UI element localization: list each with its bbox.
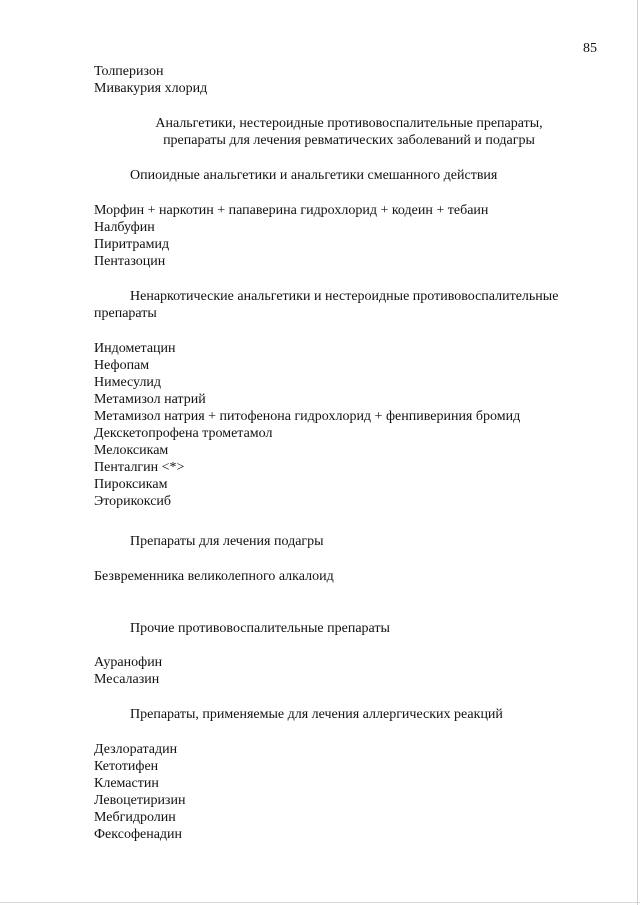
section-heading-line: Препараты для лечения подагры [130, 534, 324, 549]
section-heading-line: препараты [94, 306, 157, 321]
section-heading-line: препараты для лечения ревматических заболеваний и подагры [163, 133, 535, 148]
list-item: Декскетопрофена трометамол [94, 426, 273, 441]
scan-edge-right [637, 0, 638, 905]
section-heading-other-antiinflammatory [94, 620, 604, 637]
list-item: Фексофенадин [94, 827, 183, 842]
section-heading-line: Препараты, применяемые для лечения аллергических реакций [130, 707, 503, 722]
list-item: Метамизол натрий [94, 392, 206, 407]
list-item: Дезлоратадин [94, 742, 178, 757]
list-item: Толперизон [94, 64, 164, 79]
list-item: Пентазоцин [94, 254, 166, 269]
section-heading-allergy [94, 706, 604, 723]
list-item: Мелоксикам [94, 443, 169, 458]
list-item: Метамизол натрия + питофенона гидрохлорид + фенпивериния бромид [94, 409, 521, 424]
nsaids-drug-list [94, 340, 594, 510]
list-item: Пиритрамид [94, 237, 170, 252]
section-heading-line: Прочие противовоспалительные препараты [130, 621, 390, 636]
list-item: Левоцетиризин [94, 793, 186, 808]
list-item: Нимесулид [94, 375, 162, 390]
list-item: Месалазин [94, 672, 160, 687]
opioids-drug-list [94, 202, 594, 270]
list-item: Пенталгин <*> [94, 460, 185, 475]
section-heading-analgesics [94, 115, 604, 149]
section-heading-line: Опиоидные анальгетики и анальгетики смешанного действия [130, 168, 498, 183]
list-item: Клемастин [94, 776, 159, 791]
list-item: Ауранофин [94, 655, 163, 670]
gout-drug-list [94, 568, 594, 585]
list-item: Кетотифен [94, 759, 159, 774]
list-item: Пироксикам [94, 477, 168, 492]
section-heading-opioids [94, 167, 604, 184]
section-heading-gout [94, 533, 604, 550]
page-number: 85 [583, 41, 597, 56]
list-item: Эторикоксиб [94, 494, 172, 509]
other-antiinflammatory-drug-list [94, 654, 594, 688]
section-heading-line: Анальгетики, нестероидные противовоспалительные препараты, [155, 116, 543, 131]
list-item: Индометацин [94, 341, 176, 356]
scan-edge-bottom [0, 902, 640, 903]
list-item: Безвременника великолепного алкалоид [94, 569, 334, 584]
list-item: Налбуфин [94, 220, 155, 235]
allergy-drug-list [94, 741, 594, 843]
section-heading-nsaids [94, 288, 604, 322]
list-item: Нефопам [94, 358, 150, 373]
list-item: Мебгидролин [94, 810, 176, 825]
top-drug-list [94, 63, 594, 97]
list-item: Морфин + наркотин + папаверина гидрохлорид + кодеин + тебаин [94, 203, 489, 218]
section-heading-line: Ненаркотические анальгетики и нестероидные противовоспалительные [130, 289, 559, 304]
list-item: Мивакурия хлорид [94, 81, 208, 96]
